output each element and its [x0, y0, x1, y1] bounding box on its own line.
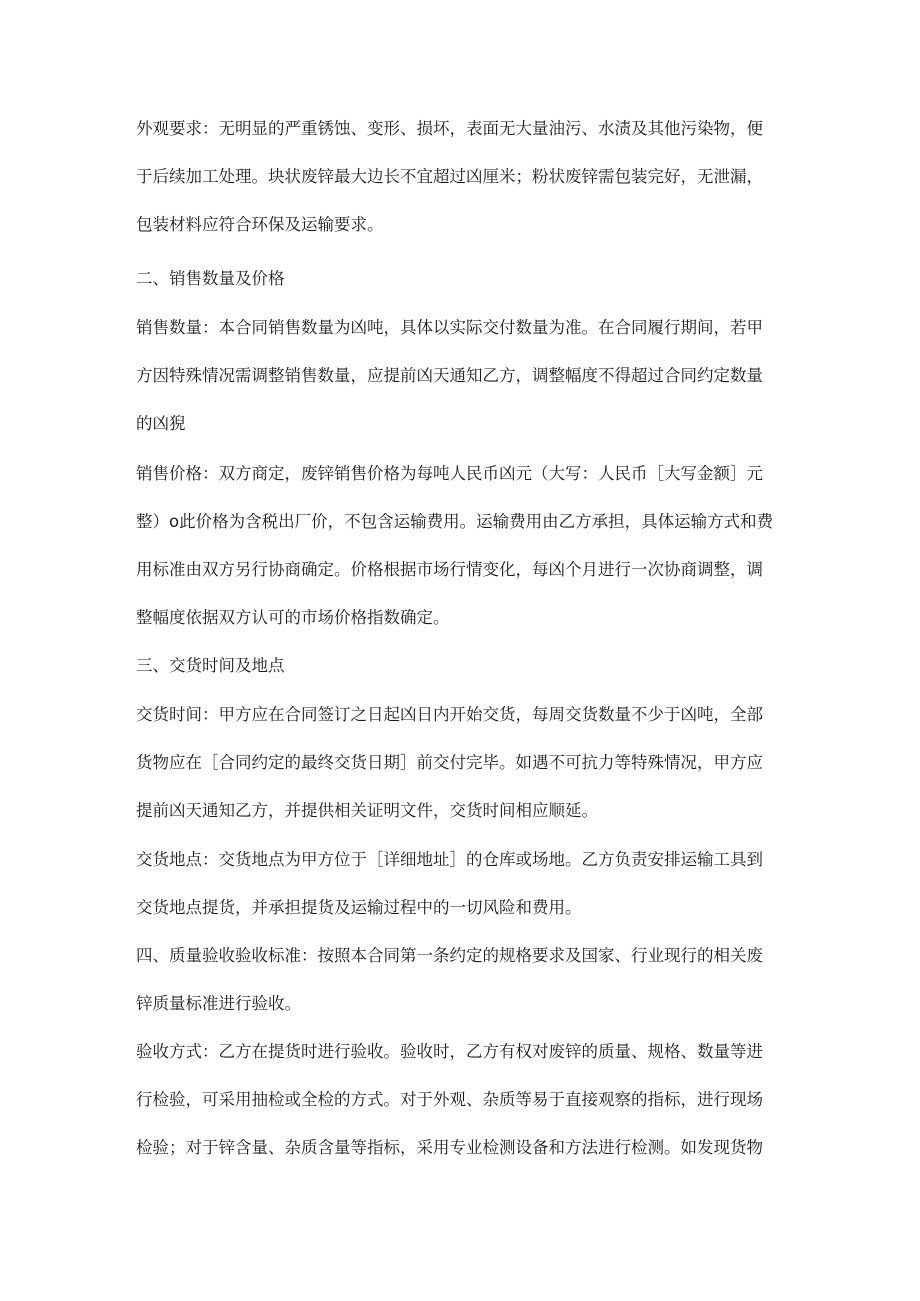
text-line: 检验；对于锌含量、杂质含量等指标，采用专业检测设备和方法进行检测。如发现货物 [136, 1138, 763, 1157]
text-line: 包装材料应符合环保及运输要求。 [136, 215, 384, 234]
heading-text: 二、销售数量及价格 [136, 269, 285, 288]
heading-text: 三、交货时间及地点 [136, 656, 285, 675]
text-line: 的凶猊 [136, 414, 186, 433]
text-line: 整幅度依据双方认可的市场价格指数确定。 [136, 608, 450, 627]
paragraph-sales-quantity [136, 317, 763, 435]
text-line: 整）o此价格为含税出厂价，不包含运输费用。运输费用由乙方承担，具体运输方式和费 [136, 512, 774, 531]
paragraph-sales-price [136, 463, 773, 629]
text-line: 于后续加工处理。块状废锌最大边长不宜超过凶厘米；粉状废锌需包装完好，无泄漏， [136, 167, 763, 186]
text-line: 交货地点提货，并承担提货及运输过程中的一切风险和费用。 [136, 898, 582, 917]
text-line: 四、质量验收验收标准：按照本合同第一条约定的规格要求及国家、行业现行的相关废 [136, 946, 763, 965]
text-line: 货物应在［合同约定的最终交货日期］前交付完毕。如遇不可抗力等特殊情况，甲方应 [136, 753, 763, 772]
text-line: 销售价格：双方商定，废锌销售价格为每吨人民币凶元（大写：人民币［大写金额］元 [136, 464, 763, 483]
paragraph-acceptance-method [136, 1041, 763, 1159]
paragraph-quality-acceptance [136, 945, 763, 1015]
text-line: 用标准由双方另行协商确定。价格根据市场行情变化，每凶个月进行一次协商调整，调 [136, 560, 763, 579]
paragraph-appearance-requirements [136, 118, 763, 236]
text-line: 交货地点：交货地点为甲方位于［详细地址］的仓库或场地。乙方负责安排运输工具到 [136, 850, 763, 869]
section-heading-delivery [136, 655, 285, 677]
text-line: 提前凶天通知乙方，并提供相关证明文件，交货时间相应顺延。 [136, 801, 598, 820]
section-heading-quantity-price [136, 268, 285, 290]
paragraph-delivery-location [136, 849, 763, 919]
paragraph-delivery-time [136, 704, 763, 822]
text-line: 外观要求：无明显的严重锈蚀、变形、损坏，表面无大量油污、水渍及其他污染物，便 [136, 119, 763, 138]
text-line: 交货时间：甲方应在合同签订之日起凶日内开始交货，每周交货数量不少于凶吨，全部 [136, 705, 763, 724]
text-line: 方因特殊情况需调整销售数量，应提前凶天通知乙方，调整幅度不得超过合同约定数量 [136, 366, 763, 385]
text-line: 销售数量：本合同销售数量为凶吨，具体以实际交付数量为准。在合同履行期间，若甲 [136, 318, 763, 337]
text-line: 锌质量标准进行验收。 [136, 994, 301, 1013]
text-line: 行检验，可采用抽检或全检的方式。对于外观、杂质等易于直接观察的指标，进行现场 [136, 1090, 763, 1109]
text-line: 验收方式：乙方在提货时进行验收。验收时，乙方有权对废锌的质量、规格、数量等进 [136, 1042, 763, 1061]
